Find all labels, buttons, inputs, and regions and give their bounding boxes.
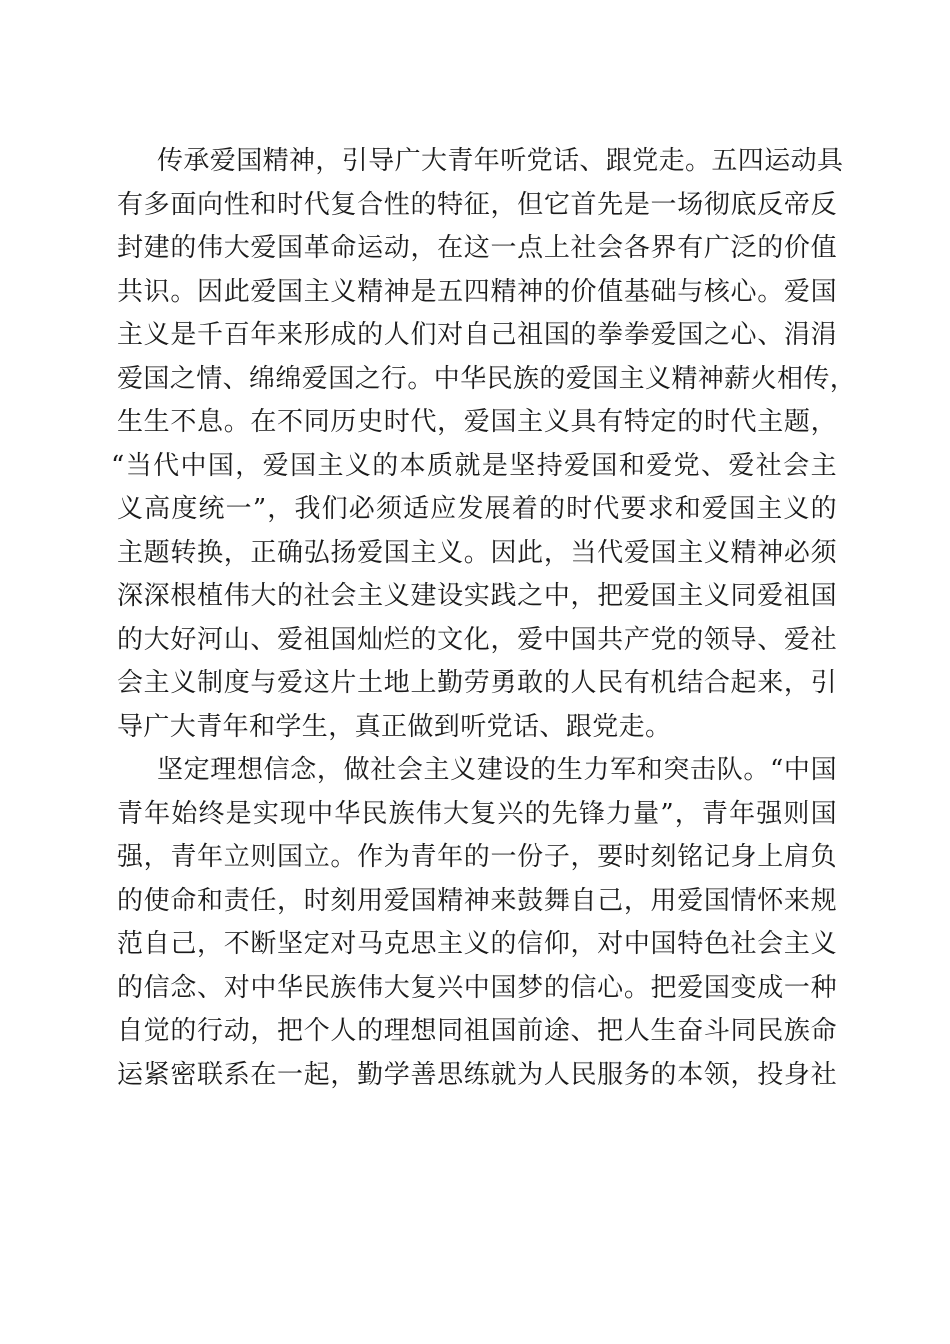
- text-line: 主题转换，正确弘扬爱国主义。因此，当代爱国主义精神必须: [117, 537, 837, 568]
- paragraph-ideals: [117, 749, 837, 1097]
- text-line: 的使命和责任，时刻用爱国精神来鼓舞自己，用爱国情怀来规: [117, 885, 837, 916]
- text-line: 坚定理想信念，做社会主义建设的生力军和突击队。“中国: [157, 755, 837, 785]
- text-line: 深深根植伟大的社会主义建设实践之中，把爱国主义同爱祖国: [117, 581, 837, 611]
- text-line: 的信念、对中华民族伟大复兴中国梦的信心。把爱国变成一种: [117, 972, 837, 1003]
- text-line: 生生不息。在不同历史时代，爱国主义具有特定的时代主题，: [117, 407, 837, 437]
- text-line: 自觉的行动，把个人的理想同祖国前途、把人生奋斗同民族命: [117, 1016, 837, 1046]
- paragraph-patriotism: [111, 140, 857, 749]
- text-line: 导广大青年和学生，真正做到听党话、跟党走。: [117, 711, 672, 742]
- text-line: 共识。因此爱国主义精神是五四精神的价值基础与核心。爱国: [117, 276, 837, 307]
- text-line: 封建的伟大爱国革命运动，在这一点上社会各界有广泛的价值: [117, 233, 837, 263]
- text-line: 主义是千百年来形成的人们对自己祖国的拳拳爱国之心、涓涓: [117, 320, 837, 350]
- text-line: 范自己，不断坚定对马克思主义的信仰，对中国特色社会主义: [117, 929, 837, 959]
- text-line: 传承爱国精神，引导广大青年听党话、跟党走。五四运动具: [157, 146, 844, 176]
- text-line: 会主义制度与爱这片土地上勤劳勇敢的人民有机结合起来，引: [117, 668, 837, 698]
- text-line: 青年始终是实现中华民族伟大复兴的先锋力量”，青年强则国: [117, 798, 837, 829]
- text-line: 爱国之情、绵绵爱国之行。中华民族的爱国主义精神薪火相传，: [117, 363, 857, 394]
- text-line: 运紧密联系在一起，勤学善思练就为人民服务的本领，投身社: [117, 1059, 837, 1090]
- text-line: “当代中国，爱国主义的本质就是坚持爱国和爱党、爱社会主: [111, 450, 837, 481]
- text-line: 的大好河山、爱祖国灿烂的文化，爱中国共产党的领导、爱社: [117, 624, 837, 655]
- text-line: 有多面向性和时代复合性的特征，但它首先是一场彻底反帝反: [117, 189, 837, 220]
- text-line: 义高度统一”，我们必须适应发展着的时代要求和爱国主义的: [117, 494, 837, 524]
- body-text: [111, 140, 857, 1097]
- text-line: 强，青年立则国立。作为青年的一份子，要时刻铭记身上肩负: [117, 842, 837, 872]
